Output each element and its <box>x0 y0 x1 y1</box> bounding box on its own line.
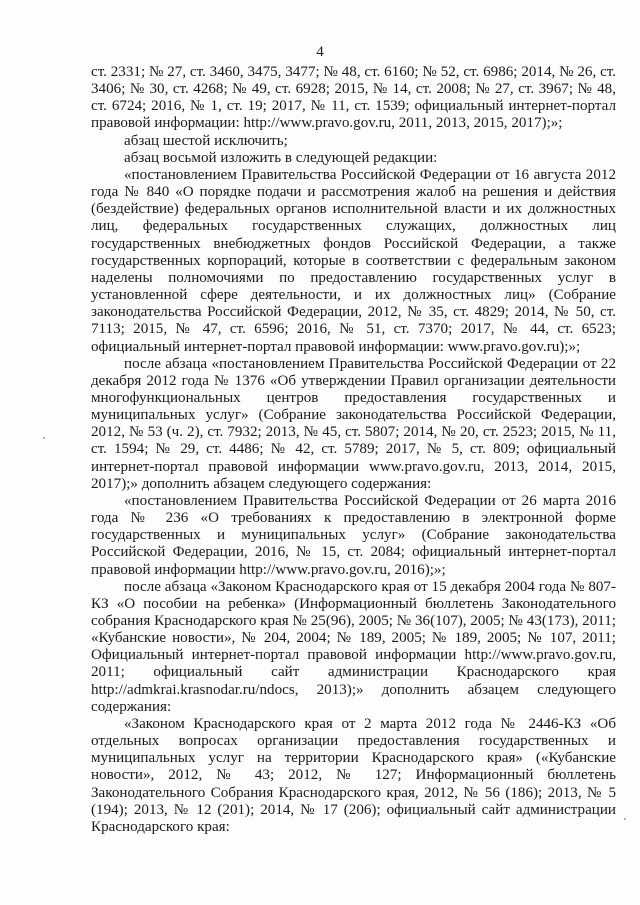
paragraph-after-1376: после абзаца «постановлением Правительства Российской Федерации от 22 декабря 2012 года № 1376 «Об утверждении Правил организации деятельности многофункциональных центров предоставления государственных и муниципальных услуг» (Собрание законодательства Российской Федерации, 2012, № 53 (ч. 2), ст. 7932; 2013, № 45, ст. 5807; 2014, № 20, ст. 2523; 2015, № 11, ст. 1594; № 29, ст. 4486; № 42, ст. 5789; 2017, № 5, ст. 809; официальный интернет-портал правовой информации www.pravo.gov.ru, 2013, 2014, 2015, 2017);» дополнить абзацем следующего содержания: <box>91 355 616 492</box>
paragraph-restate-eighth: абзац восьмой изложить в следующей редакции: <box>124 149 438 166</box>
document-body <box>91 64 616 836</box>
paragraph-resolution-236: «постановлением Правительства Российской Федерации от 26 марта 2016 года № 236 «О требованиях к предоставлению в электронной форме государственных и муниципальных услуг» (Собрание законодательства Российской Федерации, 2016, № 15, ст. 2084; официальный интернет-портал правовой информации http://www.pravo.gov.ru, 2016);»; <box>91 492 616 578</box>
paragraph-continuation: ст. 2331; № 27, ст. 3460, 3475, 3477; № 48, ст. 6160; № 52, ст. 6986; 2014, № 26, ст. 3406; № 30, ст. 4268; № 49, ст. 6928; 2015, № 14, ст. 2008; № 27, ст. 3967; № 48, ст. 6724; 2016, № 1, ст. 19; 2017, № 11, ст. 1539; официальный интернет-портал правовой информации: http://www.pravo.gov.ru, 2011, 2013, 2015, 2017);»; <box>91 64 616 132</box>
paragraph-resolution-840: «постановлением Правительства Российской Федерации от 16 августа 2012 года № 840 «О порядке подачи и рассмотрения жалоб на решения и действия (бездействие) федеральных органов исполнительной власти и их должностных лиц, федеральных государственных служащих, должностных лиц государственных внебюджетных фондов Российской Федерации, а также государственных корпораций, которые в соответствии с федеральным законом наделены полномочиями по предоставлению государственных услуг в установленной сфере деятельности, и их должностных лиц» (Собрание законодательства Российской Федерации, 2012, № 35, ст. 4829; 2014, № 50, ст. 7113; 2015, № 47, ст. 6596; 2016, № 51, ст. 7370; 2017, № 44, ст. 6523; официальный интернет-портал правовой информации: www.pravo.gov.ru);»; <box>91 166 616 355</box>
page-number: 4 <box>316 44 324 60</box>
paragraph-delete-sixth: абзац шестой исключить; <box>124 132 288 149</box>
scan-speck <box>43 437 45 439</box>
paragraph-after-law-807: после абзаца «Законом Краснодарского края от 15 декабря 2004 года № 807-КЗ «О пособии на ребенка» (Информационный бюллетень Законодательного собрания Краснодарского края № 25(96), 2005; № 36(107), 2005; № 43(173), 2011; «Кубанские новости», № 204, 2004; № 189, 2005; № 189, 2005; № 107, 2011; Официальный интернет-портал правовой информации http://www.pravo.gov.ru, 2011; официальный сайт администрации Краснодарского края http://admkrai.krasnodar.ru/ndocs, 2013);» дополнить абзацем следующего содержания: <box>91 578 616 715</box>
scan-speck <box>624 818 626 820</box>
paragraph-law-2446: «Законом Краснодарского края от 2 марта 2012 года № 2446-КЗ «Об отдельных вопросах организации предоставления государственных и муниципальных услуг на территории Краснодарского края» («Кубанские новости», 2012, № 43; 2012, № 127; Информационный бюллетень Законодательного Собрания Краснодарского края, 2012, № 56 (186); 2013, № 5 (194); 2013, № 12 (201); 2014, № 17 (206); официальный сайт администрации Краснодарского края: <box>91 715 616 835</box>
